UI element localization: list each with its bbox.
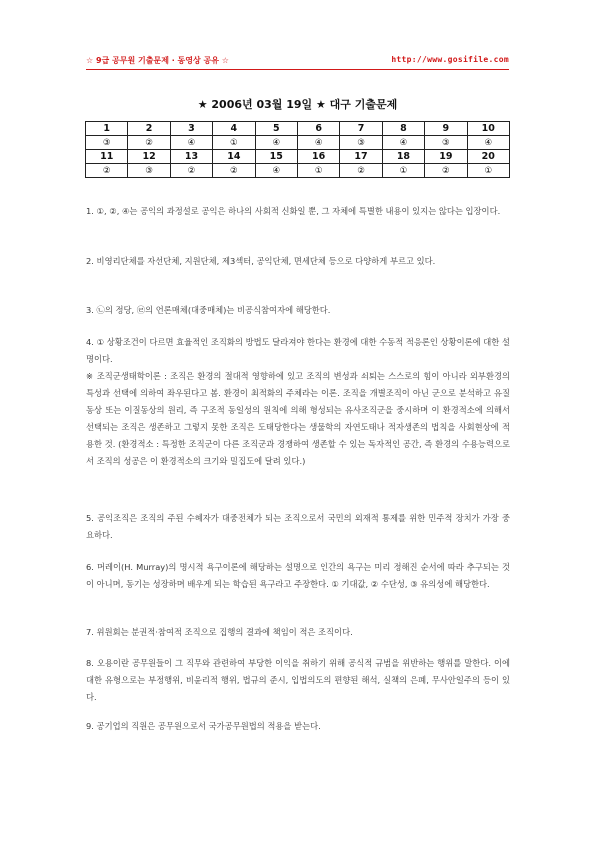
explanation-text: 1. ①, ②, ④는 공익의 과정설로 공익은 하나의 사회적 신화일 뿐, 그 자체에 특별한 내용이 있지는 않다는 입장이다. xyxy=(86,206,501,216)
table-cell: 10 xyxy=(467,122,509,136)
table-cell: 13 xyxy=(170,150,212,164)
table-cell: 18 xyxy=(382,150,424,164)
page-title: ★ 2006년 03월 19일 ★ 대구 기출문제 xyxy=(197,98,398,111)
table-cell: 14 xyxy=(213,150,255,164)
table-cell: 19 xyxy=(425,150,467,164)
table-cell: ② xyxy=(170,164,212,178)
table-cell: ③ xyxy=(425,136,467,150)
table-row xyxy=(86,150,510,164)
table-cell: 17 xyxy=(340,150,382,164)
explanation-note: ※ 조직군생태학이론 : 조직은 환경의 절대적 영향하에 있고 조직의 변성과 쇠퇴는 스스로의 힘이 아니라 외부환경의 특성과 선택에 의하여 좌우된다고 봄. 환경이 최적화의 주체라는 이론. 조직을 개별조직이 아닌 군으로 분석하고 유질동상 또는 이질동상의 원리, 즉 구조적 동일성의 원칙에 의해 형성되는 유사조직군을 중시하며 이 환경적소에 의해서 선택되는 조직은 생존하고 그렇지 못한 조직은 도태당한다는 생물학의 자연도태나 적자생존의 법칙을 사회현상에 적용한 것. (환경적소 : 특정한 조직군이 다른 조직군과 경쟁하여 생존할 수 있는 독자적인 공간, 즉 환경의 수용능력으로서 조직의 성공은 이 환경적소의 크기와 밀집도에 달려 있다.) xyxy=(86,371,510,466)
table-cell: ① xyxy=(213,136,255,150)
table-cell: 15 xyxy=(255,150,297,164)
explanation-text: 7. 위원회는 분권적·참여적 조직으로 집행의 결과에 책임이 적은 조직이다. xyxy=(86,627,353,637)
table-cell: ④ xyxy=(297,136,339,150)
table-cell: 16 xyxy=(297,150,339,164)
table-cell: 1 xyxy=(86,122,128,136)
table-cell: 9 xyxy=(425,122,467,136)
table-cell: ③ xyxy=(86,136,128,150)
table-row xyxy=(86,136,510,150)
explanation-text: 4. ① 상황조건이 다르면 효율적인 조직화의 방법도 달라져야 한다는 환경에 대한 수동적 적응론인 상황이론에 대한 설명이다. xyxy=(86,337,510,364)
table-row xyxy=(86,122,510,136)
table-cell: ① xyxy=(382,164,424,178)
table-cell: 11 xyxy=(86,150,128,164)
explanation-text: 3. ㉡의 정당, ㉣의 언론매체(대중매체)는 비공식참여자에 해당한다. xyxy=(86,305,331,315)
table-cell: 20 xyxy=(467,150,509,164)
table-cell: 6 xyxy=(297,122,339,136)
answer-key-table xyxy=(85,121,510,178)
table-cell: ③ xyxy=(340,136,382,150)
header-divider xyxy=(86,69,509,70)
table-cell: ① xyxy=(467,164,509,178)
table-cell: ① xyxy=(297,164,339,178)
table-cell: 8 xyxy=(382,122,424,136)
table-cell: ② xyxy=(86,164,128,178)
explanation-text: 6. 머레이(H. Murray)의 명시적 욕구이론에 해당하는 설명으로 인간의 욕구는 미리 정해진 순서에 따라 추구되는 것이 아니며, 동기는 성장하며 배우게 되는 학습된 욕구라고 주장한다. ① 기대값, ② 수단성, ③ 유의성에 해당한다. xyxy=(86,562,510,589)
explanation-5 xyxy=(86,510,510,544)
explanation-text: 5. 공익조직은 조직의 주된 수혜자가 대중전체가 되는 조직으로서 국민의 외재적 통제를 위한 민주적 장치가 가장 중요하다. xyxy=(86,513,510,540)
explanation-2 xyxy=(86,253,510,270)
table-cell: ② xyxy=(425,164,467,178)
explanation-6 xyxy=(86,559,510,593)
explanation-3 xyxy=(86,302,510,319)
explanation-7 xyxy=(86,624,510,641)
explanation-8 xyxy=(86,655,510,706)
header-url-link[interactable]: http://www.gosifile.com xyxy=(391,55,509,64)
explanation-text: 2. 비영리단체를 자선단체, 지원단체, 제3섹터, 공익단체, 면세단체 등으로 다양하게 부르고 있다. xyxy=(86,256,436,266)
table-cell: ② xyxy=(128,136,170,150)
explanation-4 xyxy=(86,334,510,470)
table-row xyxy=(86,164,510,178)
header-site-banner: ☆ 9급 공무원 기출문제 · 동영상 공유 ☆ xyxy=(86,56,229,65)
table-cell: ④ xyxy=(255,164,297,178)
explanation-text: 8. 오용이란 공무원들이 그 직무와 관련하여 부당한 이익을 취하기 위해 공식적 규범을 위반하는 행위를 말한다. 이에 대한 유형으로는 부정행위, 비윤리적 행위, 법규의 준시, 입법의도의 편향된 해석, 실책의 은폐, 무사안일주의 등이 있다. xyxy=(86,658,510,702)
table-cell: 7 xyxy=(340,122,382,136)
table-cell: 5 xyxy=(255,122,297,136)
table-cell: ② xyxy=(340,164,382,178)
table-cell: 3 xyxy=(170,122,212,136)
table-cell: ④ xyxy=(382,136,424,150)
explanation-9 xyxy=(86,718,510,735)
table-cell: 4 xyxy=(213,122,255,136)
explanation-text: 9. 공기업의 직원은 공무원으로서 국가공무원법의 적용을 받는다. xyxy=(86,721,321,731)
table-cell: 12 xyxy=(128,150,170,164)
table-cell: ④ xyxy=(255,136,297,150)
table-cell: 2 xyxy=(128,122,170,136)
table-cell: ④ xyxy=(170,136,212,150)
explanation-1 xyxy=(86,203,510,220)
table-cell: ③ xyxy=(128,164,170,178)
table-cell: ④ xyxy=(467,136,509,150)
page-header xyxy=(86,55,509,69)
table-cell: ② xyxy=(213,164,255,178)
